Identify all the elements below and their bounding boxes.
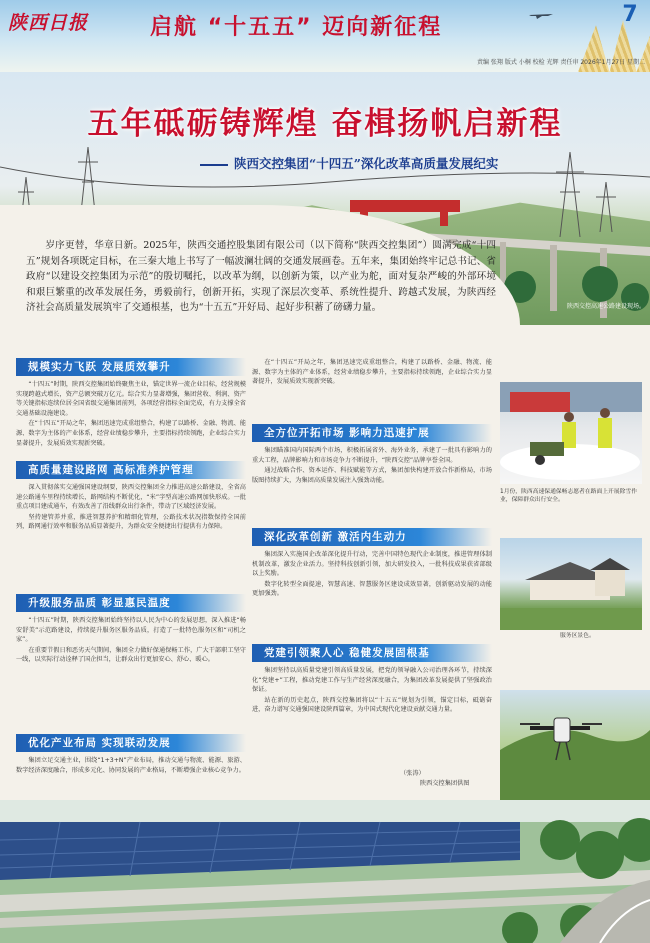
section-heading-2: 高质量建设路网 高标准养护管理: [16, 461, 246, 479]
section-heading-3: 升级服务品质 彰显惠民温度: [16, 594, 246, 612]
section-text-continued: 在“十四五”开局之年，集团迅速完成重组整合，构建了以路桥、金融、物流、能源、数字为主体的产业体系，经营业绩稳步攀升，主要指标持续领跑，企业综合实力显著提升，发展质效实现新突破。: [252, 359, 492, 386]
hero-title: 五年砥砺铸辉煌 奋楫扬帆启新程: [87, 106, 563, 142]
section-heading-5: 全方位开拓市场 影响力迅速扩展: [252, 424, 492, 442]
section-text-2: 深入贯彻落实交通强国建设纲要，陕西交控集团全力推进高速公路建设，全省高速公路通车里程持续增长，路网结构不断优化，“米”字型高速公路网加快形成。一批重点项目建成通车，有效改善了沿线群众出行条件，带动了区域经济发展。 坚持建管养并重，推进智慧养护和精细化管理，公路技术状况指数保持全国前列，路网通行效率和服务品质显著提升，为群众安全便捷出行提供有力保障。: [16, 484, 246, 531]
hero-subtitle: 陕西交控集团“十四五”深化改革高质量发展纪实: [200, 154, 640, 172]
snow-photo-caption: 1月份，陕西高速保通保畅志愿者在路面上开展除雪作业，保障群众出行安全。: [500, 489, 638, 503]
section-heading-1: 规模实力飞跃 发展质效攀升: [16, 358, 246, 376]
airplane-icon: [528, 10, 554, 20]
intro-paragraph: 岁序更替，华章日新。2025年，陕西交通控股集团有限公司（以下简称“陕西交控集团”）圆满完成“十四五”规划各项既定目标，在三秦大地上书写了一幅波澜壮阔的交通发展画卷。五年来，集团始终牢记总书记、省政府“以建设交控集团为示范”的殷切嘱托，以改革为纲，以创新为策，以产业为舵，面对复杂严峻的外部环境和艰巨繁重的改革发展任务，勇毅前行，创新开拓，实现了深层次变革、系统性提升、跨越式发展，为陕西经济社会高质量发展筑牢了交通根基，也为“十五五”开好局、起好步积蓄了磅礴力量。: [26, 240, 496, 313]
newspaper-logo: 陕西日报: [8, 12, 89, 34]
panorama-illustration: [0, 800, 650, 943]
author-signature: （张涛）: [400, 770, 425, 777]
section-text-1: “十四五”时期，陕西交控集团始终聚焦主业，锚定世界一流企业目标，经营规模实现跨越式增长，资产总额突破万亿元。综合实力显著增强，集团营收、利润、资产等关键指标连续位居全国省级交通集团前列，各项经营指标全面完成，有力支撑全省交通基础设施建设。 在“十四五”开局之年，集团迅速完成重组整合，构建了以路桥、金融、物流、能源、数字为主体的产业体系，经营业绩稳步攀升，主要指标持续领跑，企业综合实力显著提升，发展质效实现新突破。: [16, 381, 246, 447]
slogan-pre: 启航: [150, 15, 199, 40]
service-area-photo: [500, 538, 642, 630]
solar-highway-panorama: [0, 800, 650, 943]
photo-credit: 陕西交控集团供图: [420, 780, 470, 787]
buildings-illustration: [500, 538, 642, 630]
section-text-7: 集团坚持以高质量党建引领高质量发展，把党的领导融入公司治理各环节，持续深化“党建+”工程，推动党建工作与生产经营深度融合，为集团改革发展提供了坚强政治保证。 站在新的历史起点，陕西交控集团将以“十五五”规划为引领，锚定目标，砥砺奋进，奋力谱写交通强国建设陕西篇章，为中国式现代化建设贡献交通力量。: [252, 667, 492, 714]
date-line: 责编 张翔 版式 小桐 校检 光辉 责任审 2026年1月27日 星期二: [477, 59, 645, 66]
masthead-slogan: [150, 10, 442, 41]
section-text-4: 集团立足交通主业，围绕“1+3+N”产业布局，推动交通与物流、能源、旅游、数字经济深度融合，形成多元化、协同发展的产业格局，不断增强企业核心竞争力。: [16, 757, 246, 774]
slogan-post: 迈向新征程: [322, 15, 443, 40]
section-text-6: 集团深入实施国企改革深化提升行动，完善中国特色现代企业制度，推进管理体制机制改革，激发企业活力。坚持科技创新引领，加大研发投入，一批科技成果获省部级以上奖励。 数字化转型全面提速，智慧高速、智慧服务区建设成效显著，创新驱动发展的动能更加强劲。: [252, 551, 492, 598]
workers-illustration: [500, 382, 642, 484]
section-heading-4: 优化产业布局 实现联动发展: [16, 734, 246, 752]
page-number: 7: [622, 2, 638, 27]
hero-caption: 陕西交控高速公路建设现场。: [566, 303, 645, 310]
section-text-3: “十四五”时期，陕西交控集团始终坚持以人民为中心的发展思想，深入推进“畅安舒美”示范路建设，持续提升服务区服务品质，打造了一批特色服务区和“司机之家”。 在重要节假日和恶劣天气期间，集团全力做好保通保畅工作，广大干部职工坚守一线，以实际行动诠释了国企担当，让群众出行更加安心、舒心、暖心。: [16, 617, 246, 664]
snow-clearing-photo: [500, 382, 642, 484]
section-heading-6: 深化改革创新 激活内生动力: [252, 528, 492, 546]
section-heading-7: 党建引领聚人心 稳健发展固根基: [252, 644, 492, 662]
slogan-quote: “十五五”: [207, 15, 313, 40]
section-text-5: 集团瞄准国内国际两个市场，积极拓展省外、海外业务，承建了一批具有影响力的重大工程，品牌影响力和市场竞争力不断提升，“陕西交控”品牌享誉全国。 通过战略合作、资本运作、科技赋能等方式，集团加快构建开放合作新格局，市场版图持续扩大，为集团高质量发展注入强劲动能。: [252, 447, 492, 484]
masthead: [0, 0, 650, 72]
service-photo-caption: 服务区景色。: [560, 633, 595, 639]
